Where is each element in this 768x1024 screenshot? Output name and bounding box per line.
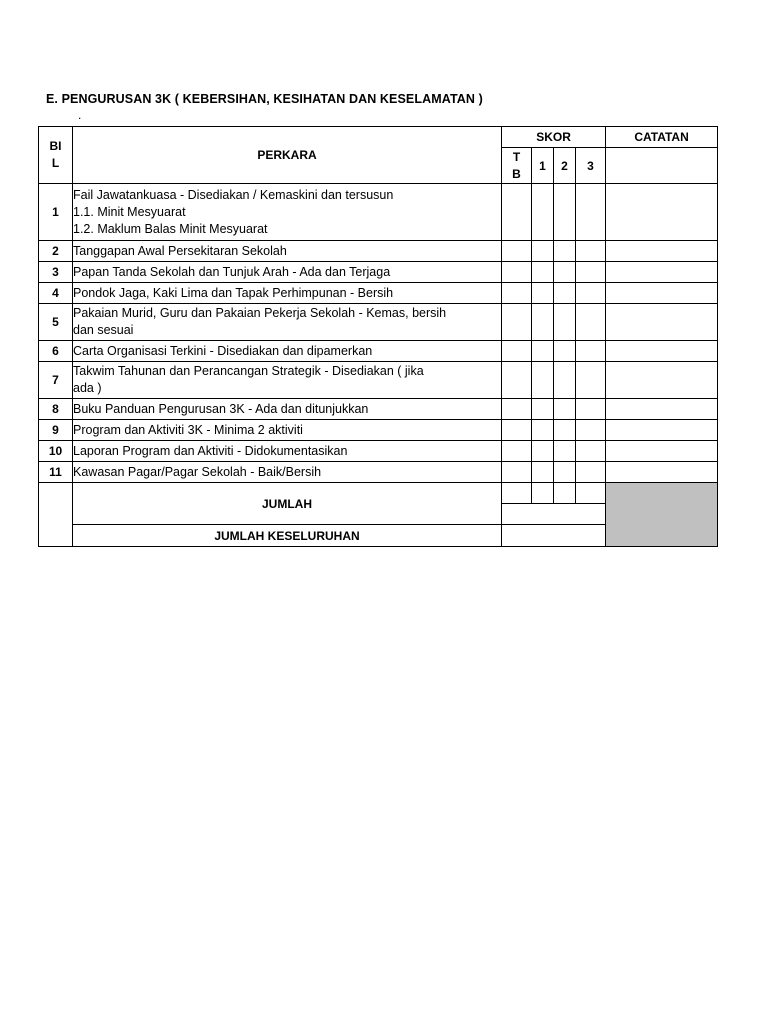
table-row (39, 341, 718, 362)
header-skor-1: 1 (532, 148, 554, 184)
section-title: E. PENGURUSAN 3K ( KEBERSIHAN, KESIHATAN DAN KESELAMATAN ) (46, 92, 483, 106)
perkara-text-line: ada ) (73, 381, 102, 395)
skor-tb-cell[interactable] (502, 184, 532, 241)
perkara-text-line: 1.2. Maklum Balas Minit Mesyuarat (73, 221, 268, 236)
jumlah-3-cell[interactable] (576, 483, 606, 504)
row-number: 1 (39, 184, 73, 241)
catatan-cell[interactable] (606, 304, 718, 341)
skor-1-cell[interactable] (532, 341, 554, 362)
catatan-cell[interactable] (606, 241, 718, 262)
skor-tb-cell[interactable] (502, 241, 532, 262)
catatan-cell[interactable] (606, 341, 718, 362)
skor-1-cell[interactable] (532, 304, 554, 341)
skor-2-cell[interactable] (554, 262, 576, 283)
skor-tb-cell[interactable] (502, 362, 532, 399)
row-number: 11 (39, 462, 73, 483)
table-row (39, 420, 718, 441)
skor-tb-cell[interactable] (502, 399, 532, 420)
header-bil: BI L (39, 127, 73, 184)
perkara-text-line: Program dan Aktiviti 3K - Minima 2 aktiviti (73, 422, 303, 437)
footer-bil-blank (39, 483, 73, 547)
perkara-text-line: 1.1. Minit Mesyuarat (73, 204, 186, 219)
header-skor: SKOR (502, 127, 606, 148)
catatan-cell[interactable] (606, 420, 718, 441)
header-skor-2: 2 (554, 148, 576, 184)
row-perkara (73, 241, 502, 262)
skor-2-cell[interactable] (554, 462, 576, 483)
row-number: 7 (39, 362, 73, 399)
row-number: 10 (39, 441, 73, 462)
table-row (39, 304, 718, 341)
skor-tb-cell[interactable] (502, 304, 532, 341)
skor-2-cell[interactable] (554, 241, 576, 262)
perkara-text-line: Laporan Program dan Aktiviti - Didokumentasikan (73, 443, 348, 458)
skor-3-cell[interactable] (576, 241, 606, 262)
perkara-text-line: Fail Jawatankuasa - Disediakan / Kemaskini dan tersusun (73, 187, 394, 202)
skor-2-cell[interactable] (554, 420, 576, 441)
row-perkara (73, 420, 502, 441)
table-row (39, 362, 718, 399)
skor-3-cell[interactable] (576, 420, 606, 441)
skor-3-cell[interactable] (576, 341, 606, 362)
skor-2-cell[interactable] (554, 283, 576, 304)
skor-tb-cell[interactable] (502, 441, 532, 462)
row-perkara (73, 399, 502, 420)
row-perkara (73, 362, 502, 399)
skor-tb-cell[interactable] (502, 420, 532, 441)
row-perkara (73, 262, 502, 283)
perkara-text-line: Buku Panduan Pengurusan 3K - Ada dan ditunjukkan (73, 401, 369, 416)
skor-tb-cell[interactable] (502, 341, 532, 362)
jumlah-keseluruhan-cell[interactable] (502, 525, 606, 547)
skor-1-cell[interactable] (532, 184, 554, 241)
catatan-cell[interactable] (606, 399, 718, 420)
skor-1-cell[interactable] (532, 262, 554, 283)
checklist-table (38, 126, 718, 547)
skor-2-cell[interactable] (554, 304, 576, 341)
perkara-text-line: Pakaian Murid, Guru dan Pakaian Pekerja Sekolah - Kemas, bersih (73, 306, 447, 320)
row-perkara (73, 304, 502, 341)
skor-1-cell[interactable] (532, 362, 554, 399)
skor-3-cell[interactable] (576, 262, 606, 283)
skor-2-cell[interactable] (554, 184, 576, 241)
skor-tb-cell[interactable] (502, 283, 532, 304)
catatan-shaded-cell (606, 483, 718, 547)
table-row (39, 441, 718, 462)
perkara-text-line: Takwim Tahunan dan Perancangan Strategik - Disediakan ( jika (73, 364, 424, 378)
catatan-cell[interactable] (606, 441, 718, 462)
table-row (39, 262, 718, 283)
row-number: 3 (39, 262, 73, 283)
skor-1-cell[interactable] (532, 399, 554, 420)
row-perkara (73, 283, 502, 304)
skor-tb-cell[interactable] (502, 462, 532, 483)
header-skor-tb: T B (502, 148, 532, 184)
row-number: 4 (39, 283, 73, 304)
perkara-text-line: Tanggapan Awal Persekitaran Sekolah (73, 243, 287, 258)
jumlah-1-cell[interactable] (532, 483, 554, 504)
row-perkara (73, 441, 502, 462)
table-row (39, 184, 718, 241)
jumlah-total-cell[interactable] (502, 504, 606, 525)
table-row (39, 241, 718, 262)
skor-3-cell[interactable] (576, 283, 606, 304)
perkara-text-line: Kawasan Pagar/Pagar Sekolah - Baik/Bersih (73, 464, 322, 479)
skor-1-cell[interactable] (532, 441, 554, 462)
perkara-text-line: Carta Organisasi Terkini - Disediakan dan dipamerkan (73, 343, 373, 358)
skor-2-cell[interactable] (554, 341, 576, 362)
skor-2-cell[interactable] (554, 399, 576, 420)
row-number: 2 (39, 241, 73, 262)
skor-3-cell[interactable] (576, 441, 606, 462)
skor-3-cell[interactable] (576, 399, 606, 420)
skor-tb-cell[interactable] (502, 262, 532, 283)
header-perkara: PERKARA (73, 127, 502, 184)
jumlah-keseluruhan-label: JUMLAH KESELURUHAN (73, 525, 502, 547)
skor-1-cell[interactable] (532, 241, 554, 262)
skor-3-cell[interactable] (576, 462, 606, 483)
section-dot: . (78, 108, 82, 122)
catatan-cell[interactable] (606, 262, 718, 283)
skor-2-cell[interactable] (554, 441, 576, 462)
skor-3-cell[interactable] (576, 184, 606, 241)
skor-1-cell[interactable] (532, 283, 554, 304)
skor-2-cell[interactable] (554, 362, 576, 399)
catatan-cell[interactable] (606, 283, 718, 304)
skor-3-cell[interactable] (576, 304, 606, 341)
row-perkara (73, 184, 502, 241)
row-number: 9 (39, 420, 73, 441)
table-row (39, 462, 718, 483)
row-perkara (73, 462, 502, 483)
catatan-cell[interactable] (606, 362, 718, 399)
skor-1-cell[interactable] (532, 462, 554, 483)
skor-3-cell[interactable] (576, 362, 606, 399)
row-number: 6 (39, 341, 73, 362)
row-number: 8 (39, 399, 73, 420)
row-number: 5 (39, 304, 73, 341)
perkara-text-line: Papan Tanda Sekolah dan Tunjuk Arah - Ada dan Terjaga (73, 264, 391, 279)
table-row (39, 283, 718, 304)
row-perkara (73, 341, 502, 362)
catatan-cell[interactable] (606, 184, 718, 241)
catatan-cell[interactable] (606, 462, 718, 483)
perkara-text-line: dan sesuai (73, 323, 134, 337)
header-skor-3: 3 (576, 148, 606, 184)
perkara-text-line: Pondok Jaga, Kaki Lima dan Tapak Perhimpunan - Bersih (73, 285, 394, 300)
skor-1-cell[interactable] (532, 420, 554, 441)
jumlah-label: JUMLAH (73, 483, 502, 525)
header-catatan: CATATAN (606, 127, 718, 148)
header-catatan-blank (606, 148, 718, 184)
table-row (39, 399, 718, 420)
jumlah-tb-cell[interactable] (502, 483, 532, 504)
jumlah-2-cell[interactable] (554, 483, 576, 504)
